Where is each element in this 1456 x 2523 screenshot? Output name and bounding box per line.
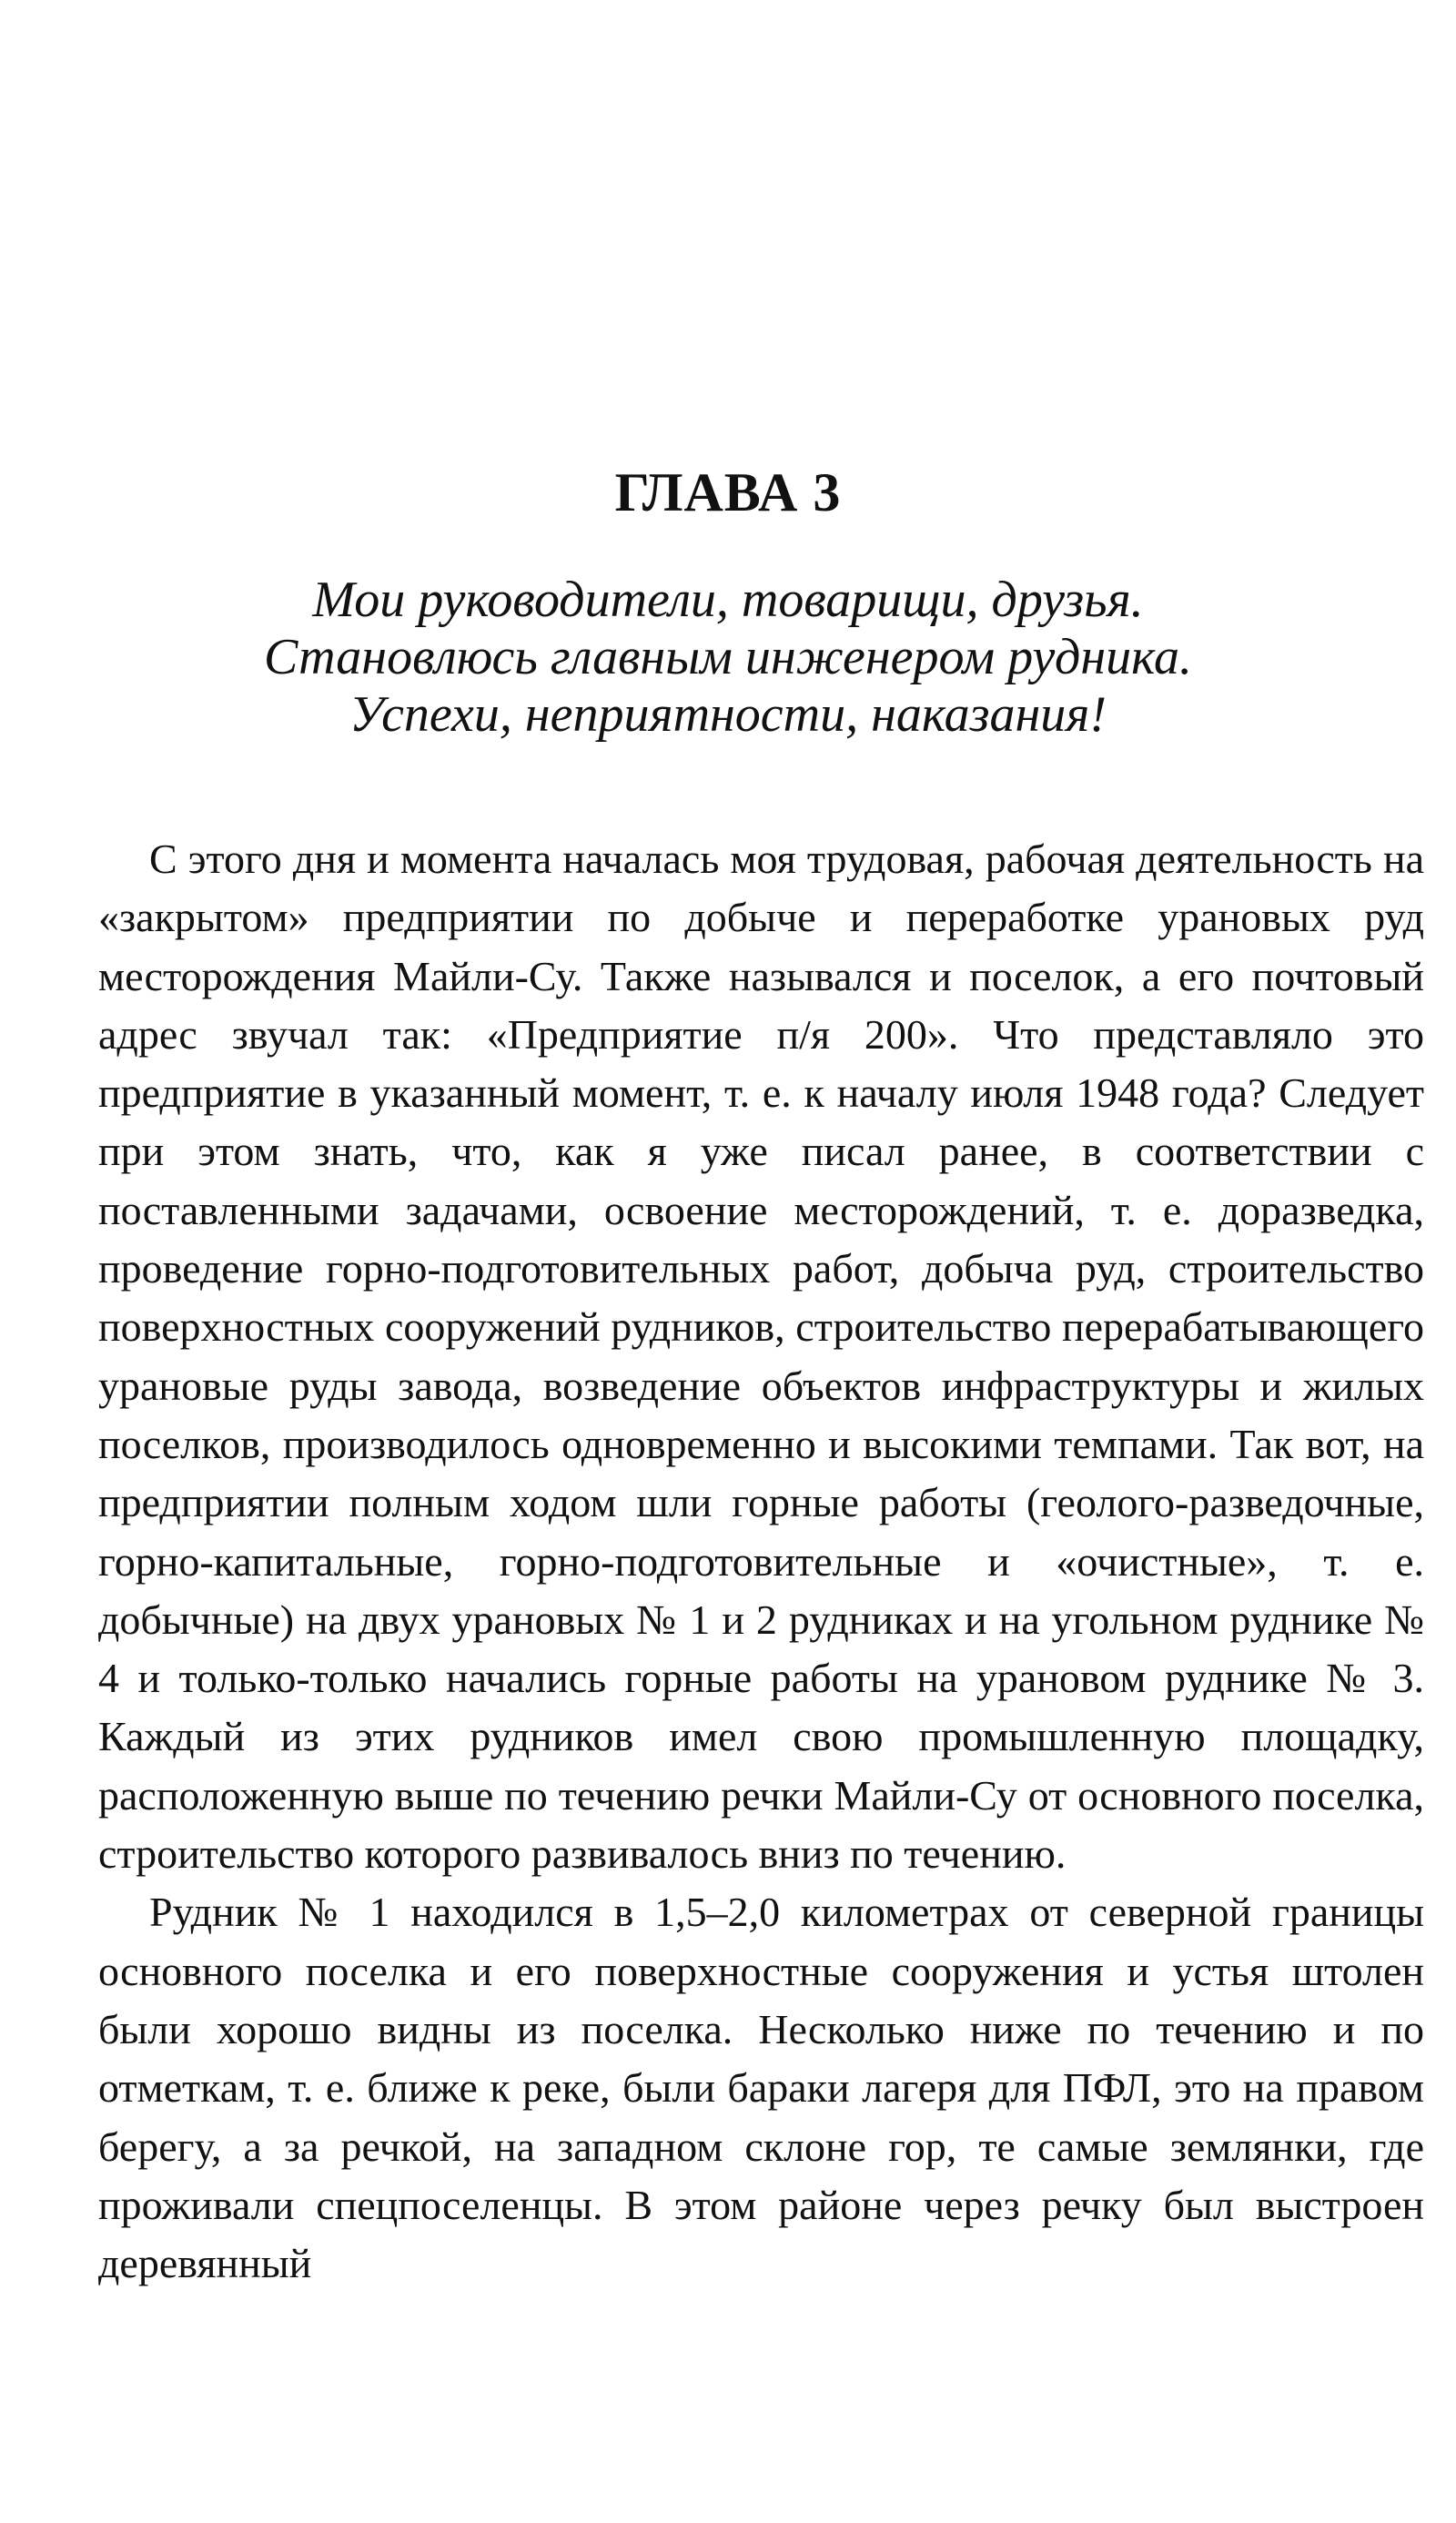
body-text [98, 830, 1424, 2293]
paragraph: С этого дня и момента началась моя трудовая, рабочая деятельность на «закрытом» предприятии по добыче и переработке урановых руд месторождения Майли-Су. Также назывался и поселок, а его почтовый адрес звучал так: «Предприятие п/я 200». Что представляло это предприятие в указанный момент, т. е. к началу июля 1948 года? Следует при этом знать, что, как я уже писал ранее, в соответствии с поставленными задачами, освоение месторождений, т. е. доразведка, проведение горно-подготовительных работ, добыча руд, строительство поверхностных сооружений рудников, строительство перерабатывающего урановые руды завода, возведение объектов инфраструктуры и жилых поселков, производилось одновременно и высокими темпами. Так вот, на предприятии полным ходом шли горные работы (геолого-разведочные, горно-капитальные, горно-подготовительные и «очистные», т. е. добычные) на двух урановых № 1 и 2 рудниках и на угольном руднике № 4 и только-только начались горные работы на урановом руднике № 3. Каждый из этих рудников имел свою промышленную площадку, расположенную выше по течению речки Майли-Су от основного поселка, строительство которого развивалось вниз по течению. [98, 836, 1424, 1878]
subtitle-line: Становлюсь главным инженером рудника. [264, 629, 1192, 685]
paragraph: Рудник № 1 находился в 1,5–2,0 километрах от северной границы основного поселка и его поверхностные сооружения и устья штолен были хорошо видны из поселка. Несколько ниже по течению и по отметкам, т. е. ближе к реке, были бараки лагеря для ПФЛ, это на правом берегу, а за речкой, на западном склоне гор, те самые землянки, где проживали спецпоселенцы. В этом районе через речку был выстроен деревянный [98, 1889, 1424, 2287]
chapter-subtitle [109, 572, 1347, 744]
subtitle-line: Успехи, неприятности, наказания! [349, 686, 1107, 743]
subtitle-line: Мои руководители, товарищи, друзья. [312, 572, 1144, 628]
chapter-heading: ГЛАВА 3 [614, 462, 842, 522]
